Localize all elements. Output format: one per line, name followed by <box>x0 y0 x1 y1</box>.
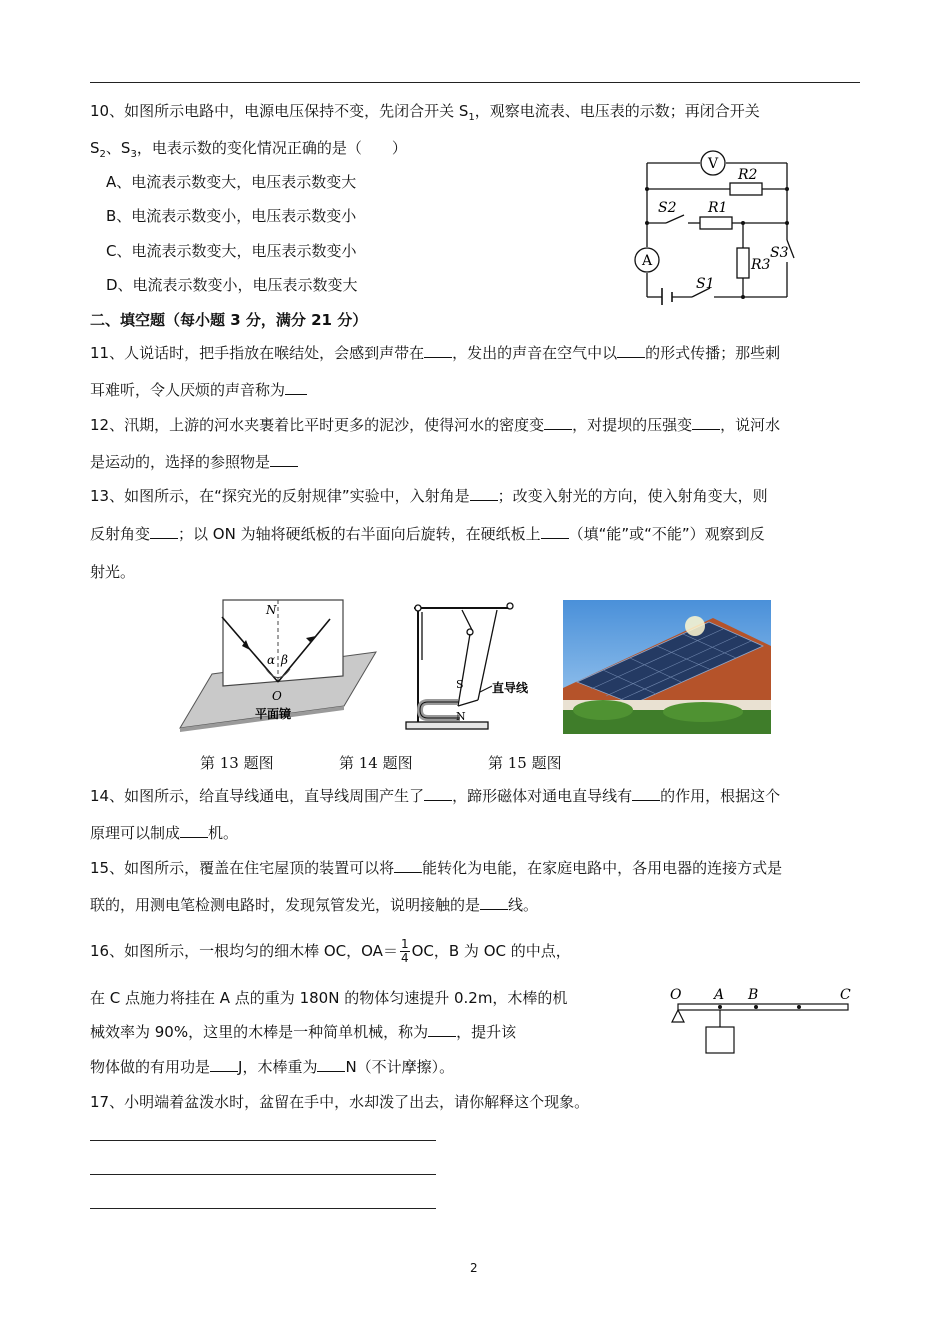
r3-label: R3 <box>751 257 771 273</box>
fig14-n-label: N <box>456 710 466 723</box>
fig13-beta-label: β <box>281 653 288 667</box>
r2-label: R2 <box>738 167 758 183</box>
q11-blank-3[interactable] <box>285 380 307 395</box>
q16-line4: 物体做的有用功是 J，木棒重为 N（不计摩擦）。 <box>90 1058 455 1076</box>
q16-blank-1[interactable] <box>428 1022 456 1037</box>
lever-a-label: A <box>714 987 725 1003</box>
q13-line1: 13、如图所示，在“探究光的反射规律”实验中，入射角是 ；改变入射光的方向，使入射角变大，则 <box>90 487 768 505</box>
q16-fraction: $\frac{1}{4}$ <box>400 937 409 965</box>
lever-rod <box>678 1004 848 1010</box>
q12-line1: 12、汛期，上游的河水夹裹着比平时更多的泥沙，使得河水的密度变 ，对提坝的压强变 ，说河水 <box>90 416 781 434</box>
hanging-weight <box>706 1027 734 1053</box>
q11-blank-1[interactable] <box>424 343 452 358</box>
figure-15-solar-roof <box>563 600 771 734</box>
fig13-o-label: O <box>272 689 282 703</box>
s1-label: S1 <box>696 276 715 292</box>
q11-line2: 耳难听，令人厌烦的声音称为 <box>90 380 307 400</box>
q10-option-d: D、电流表示数变小，电压表示数变大 <box>106 276 358 294</box>
q11-line1: 11、人说话时，把手指放在喉结处，会感到声带在 ，发出的声音在空气中以 的形式传播；那些刺 <box>90 344 781 362</box>
voltmeter-label: V <box>707 156 719 172</box>
fulcrum <box>672 1010 684 1022</box>
q11-blank-2[interactable] <box>617 343 645 358</box>
q14-line1: 14、如图所示，给直导线通电，直导线周围产生了 ，蹄形磁体对通电直导线有 的作用，根据这个 <box>90 787 781 805</box>
q14-line2: 原理可以制成 机。 <box>90 824 239 842</box>
q16-line2: 在 C 点施力将挂在 A 点的重为 180N 的物体匀速提升 0.2m，木棒的机 <box>90 989 568 1007</box>
lever-b-label: B <box>748 987 759 1003</box>
q14-blank-1[interactable] <box>424 786 452 801</box>
caption-fig-15: 第 15 题图 <box>488 754 562 772</box>
q16-blank-2[interactable] <box>210 1057 238 1072</box>
r1-label: R1 <box>708 200 728 216</box>
q14-blank-2[interactable] <box>632 786 660 801</box>
q16-line1: 16、如图所示，一根均匀的细木棒 OC，OA＝ $\frac{1}{4}$ OC，B 为 OC 的中点， <box>90 937 571 965</box>
q10-option-a: A、电流表示数变大，电压表示数变大 <box>106 173 357 191</box>
q17-answer-line-3[interactable] <box>90 1208 436 1209</box>
s2-label: S2 <box>658 200 677 216</box>
q15-blank-2[interactable] <box>480 895 508 910</box>
q12-blank-2[interactable] <box>692 415 720 430</box>
page-number: 2 <box>470 1261 478 1275</box>
q13-blank-1[interactable] <box>470 486 498 501</box>
fig14-wire-label: 直导线 <box>492 681 529 695</box>
q15-line1: 15、如图所示，覆盖在住宅屋顶的装置可以将 能转化为电能，在家庭电路中，各用电器的连接方式是 <box>90 859 783 877</box>
q10-line1: 10、如图所示电路中，电源电压保持不变，先闭合开关 $S_1$，观察电流表、电压表的示数；再闭合开关 <box>90 102 760 123</box>
q12-line2: 是运动的，选择的参照物是 <box>90 452 298 472</box>
figure-13-reflection <box>178 598 378 736</box>
fig14-s-label: S <box>456 678 464 691</box>
fig13-mirror-label: 平面镜 <box>255 707 292 721</box>
q16-line3: 械效率为 90%，这里的木棒是一种简单机械，称为 ，提升该 <box>90 1023 517 1041</box>
s3-label: S3 <box>770 245 789 261</box>
q17-line: 17、小明端着盆泼水时，盆留在手中，水却泼了出去，请你解释这个现象。 <box>90 1093 590 1111</box>
figure-16-lever <box>664 984 860 1058</box>
section-2-title: 二、填空题（每小题 3 分，满分 21 分） <box>90 311 368 329</box>
header-rule <box>90 82 860 83</box>
q13-line2: 反射角变 ；以 ON 为轴将硬纸板的右半面向后旋转，在硬纸板上 （填“能”或“不能”）观察到反 <box>90 525 765 543</box>
q14-blank-3[interactable] <box>180 823 208 838</box>
circuit-diagram <box>630 145 800 305</box>
q10-option-b: B、电流表示数变小，电压表示数变小 <box>106 207 357 225</box>
q15-line2: 联的，用测电笔检测电路时，发现氖管发光，说明接触的是 线。 <box>90 896 539 914</box>
q16-blank-3[interactable] <box>317 1057 345 1072</box>
lever-c-label: C <box>840 987 851 1003</box>
q13-line3: 射光。 <box>90 563 136 581</box>
q17-answer-line-2[interactable] <box>90 1174 436 1175</box>
q10-option-c: C、电流表示数变大，电压表示数变小 <box>106 242 357 260</box>
q13-blank-3[interactable] <box>541 524 569 539</box>
figure-14-magnet-wire <box>400 600 540 736</box>
q15-blank-1[interactable] <box>394 858 422 873</box>
lever-o-label: O <box>670 987 682 1003</box>
caption-fig-13: 第 13 题图 <box>200 754 274 772</box>
fig13-alpha-label: α <box>267 653 276 667</box>
fig13-n-label: N <box>266 603 277 617</box>
q17-answer-line-1[interactable] <box>90 1140 436 1141</box>
q12-blank-3[interactable] <box>270 452 298 467</box>
q13-blank-2[interactable] <box>150 524 178 539</box>
ammeter-label: A <box>641 253 653 269</box>
caption-fig-14: 第 14 题图 <box>339 754 413 772</box>
q10-line2: $S_2$、$S_3$，电表示数的变化情况正确的是（ ） <box>90 139 407 160</box>
q12-blank-1[interactable] <box>544 415 572 430</box>
